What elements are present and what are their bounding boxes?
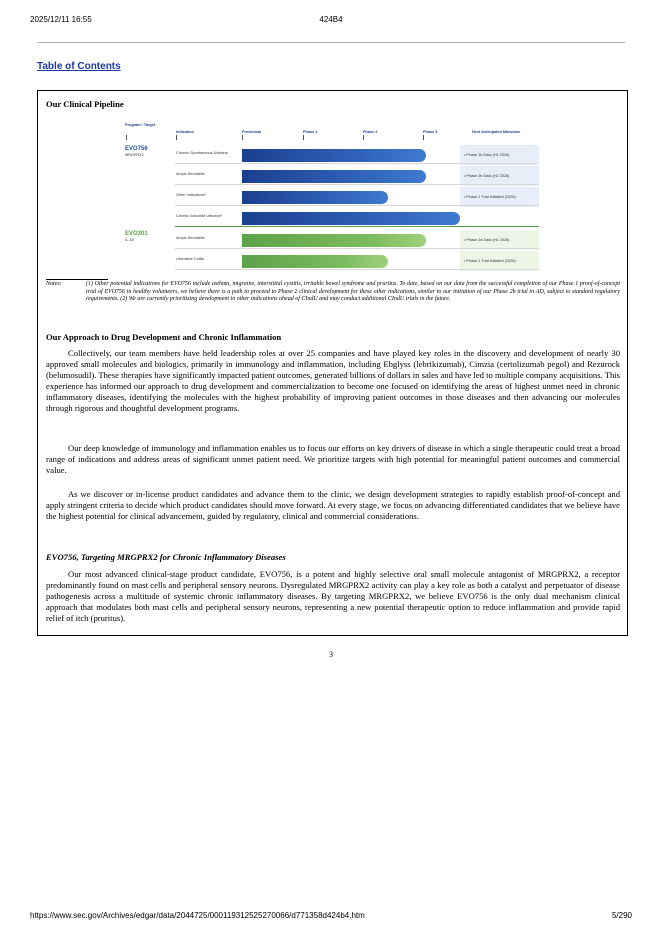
indication-label: Atopic Dermatitis	[176, 172, 205, 176]
pipeline-row	[175, 251, 539, 268]
program-name: EVO301	[125, 231, 148, 237]
milestone-cell: • Phase 2 Trial Initiation (2026)	[460, 251, 539, 271]
pipeline-row	[175, 187, 539, 204]
tick	[303, 135, 304, 140]
progress-bar	[242, 170, 426, 183]
milestone-cell: • Phase 2b Data (H2 2026)	[460, 166, 539, 186]
col-next-milestone: Next Anticipated Milestone	[472, 130, 521, 134]
indication-label: Chronic Inducible Urticaria²	[176, 214, 222, 218]
milestone-cell	[460, 208, 539, 228]
pipeline-row	[175, 230, 539, 247]
table-of-contents-link[interactable]: Table of Contents	[37, 61, 121, 72]
tick	[176, 135, 177, 140]
progress-bar	[242, 212, 460, 225]
pipeline-row	[175, 145, 539, 162]
print-header	[0, 15, 662, 27]
progress-bar	[242, 255, 388, 268]
tick	[363, 135, 364, 140]
pipeline-row	[175, 166, 539, 183]
pipeline-chart	[125, 123, 539, 271]
tick	[423, 135, 424, 140]
indication-label: Other Indications¹	[176, 193, 206, 197]
tick	[242, 135, 243, 140]
approach-paragraph-1: Collectively, our team members have held leadership roles at over 25 companies and have played key roles in the discovery and development of nearly 30 approved small molecules and biologics, primarily in immunology and inflammation, including Ebglyss (lebrikizumab), Cimzia (certolizumab pegol) and Rezurock (belumosudil). These therapies have significantly impacted patient outcomes, generated billions of dollars in sales and have led to multiple company acquisitions. This experience has informed our approach to drug development and commercialization to become one focused on identifying the areas of highest unmet need in chronic inflammatory diseases, identifying the molecules with the highest probability of improving patient outcomes in those diseases and then advancing our molecules through rigorous and thoughtful development programs.	[46, 348, 620, 414]
col-phase1: Phase 1	[303, 130, 318, 134]
progress-bar	[242, 191, 388, 204]
print-doc-id: 424B4	[319, 15, 343, 24]
col-preclinical: Preclinical	[242, 130, 261, 134]
col-program-target: Program / Target	[125, 123, 156, 127]
program-target: IL-18	[125, 238, 134, 242]
milestone-cell: • Phase 2 Trial Initiation (2026)	[460, 187, 539, 207]
tick	[126, 135, 127, 140]
progress-bar	[242, 149, 426, 162]
indication-label: Chronic Spontaneous Urticaria	[176, 151, 228, 155]
page-number: 3	[329, 650, 333, 659]
notes-divider	[46, 279, 108, 280]
evo756-title: EVO756, Targeting MRGPRX2 for Chronic Inflammatory Diseases	[46, 552, 286, 562]
milestone-cell: • Phase 2b Data (H1 2026)	[460, 145, 539, 165]
approach-title: Our Approach to Drug Development and Chronic Inflammation	[46, 332, 282, 342]
indication-label: Atopic Dermatitis	[176, 236, 205, 240]
print-page-count: 5/290	[611, 911, 632, 920]
progress-bar	[242, 234, 426, 247]
indication-label: Ulcerative Colitis	[176, 257, 205, 261]
pipeline-row	[175, 208, 539, 225]
col-phase3: Phase 3	[423, 130, 438, 134]
evo756-paragraph: Our most advanced clinical-stage product candidate, EVO756, is a potent and highly selective oral small molecule antagonist of MRGPRX2, a receptor predominantly found on mast cells and peripheral sensory neurons. Dysregulated MRGPRX2 activity can play a key role as both a catalyst and perpetuator of disease pathogenesis across a multitude of systemic chronic inflammatory diseases. By targeting MRGPRX2, we believe EVO756 is the only dual mechanism clinical approach that modulates both mast cells and peripheral sensory neurons, representing a new potential therapeutic option to reduce inflammation and provide rapid relief of itch (pruritus).	[46, 569, 620, 624]
approach-paragraph-3: As we discover or in-license product candidates and advance them to the clinic, we design development strategies to rapidly establish proof-of-concept and apply stringent criteria to decide which product candidates should move forward. At every stage, we focus on advancing differentiated candidates that we believe have the highest potential for clinical advancement, guided by regulatory, clinical and commercial considerations.	[46, 489, 620, 522]
pipeline-title: Our Clinical Pipeline	[46, 99, 124, 109]
print-url: https://www.sec.gov/Archives/edgar/data/2044725/000119312525270066/d771358d424b4.htm	[30, 911, 365, 920]
notes-text: (1) Other potential indications for EVO756 include asthma, migraine, interstitial cystitis, irritable bowel syndrome and pruritus. To date, based on our data from the successful completion of our Phase 1 proof-of-concept trial of EVO756 in healthy volunteers, we believe there is a path to proceed to Phase 2 clinical development for these other indications, similar to our initiation of our Phase 2b trial in AD, subject to standard regulatory requirements. (2) We are currently prioritizing development in other indications ahead of CIndU and may conduct additional CIndU trials in the future.	[86, 281, 620, 302]
col-indication: Indication	[176, 130, 194, 134]
notes-label: Notes:	[46, 281, 62, 287]
program-evo756	[125, 146, 148, 158]
pipeline-notes	[46, 281, 620, 304]
col-phase2: Phase 2	[363, 130, 378, 134]
milestone-cell: • Phase 2a Data (H1 2026)	[460, 230, 539, 250]
header-divider	[37, 42, 625, 43]
print-footer	[0, 911, 662, 923]
approach-paragraph-2: Our deep knowledge of immunology and inflammation enables us to focus our efforts on key drivers of disease in which a single therapeutic could treat a broad range of indications and address areas of significant unmet patient need. We prioritize targets with high potential for meaningful patient outcomes and commercial value.	[46, 443, 620, 476]
print-datetime: 2025/12/11 16:55	[30, 15, 92, 24]
program-target: MRGPRX2	[125, 153, 144, 157]
program-evo301	[125, 231, 148, 243]
program-name: EVO756	[125, 146, 148, 152]
